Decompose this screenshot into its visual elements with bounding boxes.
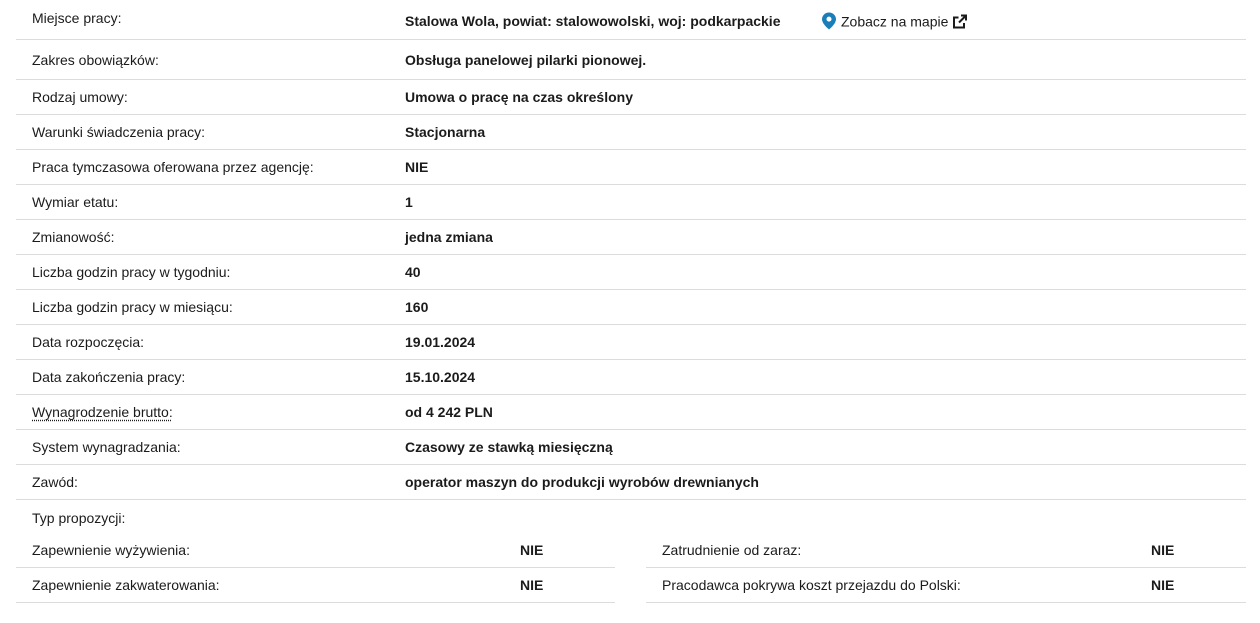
row-end-date bbox=[16, 360, 1246, 395]
proposal-value: NIE bbox=[520, 577, 544, 593]
row-occupation bbox=[16, 465, 1246, 500]
row-working-time bbox=[16, 185, 1246, 220]
proposal-label: Pracodawca pokrywa koszt przejazdu do Polski: bbox=[662, 577, 961, 593]
row-label: Data rozpoczęcia: bbox=[32, 334, 145, 350]
row-salary bbox=[16, 395, 1246, 430]
row-value: 40 bbox=[405, 264, 421, 280]
row-value: Stalowa Wola, powiat: stalowowolski, woj: podkarpackie bbox=[405, 13, 781, 29]
proposal-label: Zatrudnienie od zaraz: bbox=[662, 542, 802, 558]
row-value: 160 bbox=[405, 299, 429, 315]
row-shifts bbox=[16, 220, 1246, 255]
proposal-accommodation bbox=[16, 568, 615, 603]
row-label: Zmianowość: bbox=[32, 229, 115, 245]
job-details-table bbox=[16, 0, 1246, 535]
proposal-value: NIE bbox=[520, 542, 544, 558]
location-pin-icon bbox=[822, 13, 836, 30]
row-monthly-hours bbox=[16, 290, 1246, 325]
row-value: od 4 242 PLN bbox=[405, 404, 493, 420]
row-duties bbox=[16, 40, 1246, 80]
row-temporary-agency bbox=[16, 150, 1246, 185]
map-link[interactable] bbox=[822, 13, 967, 30]
proposal-value: NIE bbox=[1151, 542, 1175, 558]
row-proposal-type bbox=[16, 500, 1246, 535]
proposal-immediate-employment bbox=[646, 533, 1246, 568]
row-location bbox=[16, 0, 1246, 40]
row-weekly-hours bbox=[16, 255, 1246, 290]
row-pay-system bbox=[16, 430, 1246, 465]
row-value: NIE bbox=[405, 159, 429, 175]
row-label: Zakres obowiązków: bbox=[32, 51, 159, 68]
row-value: Obsługa panelowej pilarki pionowej. bbox=[405, 51, 647, 68]
row-label: Zawód: bbox=[32, 474, 78, 490]
proposal-label: Zapewnienie zakwaterowania: bbox=[32, 577, 220, 593]
map-link-label: Zobacz na mapie bbox=[841, 13, 949, 29]
row-label: Wymiar etatu: bbox=[32, 194, 119, 210]
row-value: jedna zmiana bbox=[405, 229, 493, 245]
row-value: Czasowy ze stawką miesięczną bbox=[405, 439, 613, 455]
row-label: Typ propozycji: bbox=[32, 509, 126, 526]
row-label: Praca tymczasowa oferowana przez agencję: bbox=[32, 159, 314, 175]
salary-tooltip-label[interactable]: Wynagrodzenie brutto: bbox=[32, 404, 173, 420]
row-contract-type bbox=[16, 80, 1246, 115]
row-value: 1 bbox=[405, 194, 413, 210]
row-value: Stacjonarna bbox=[405, 124, 486, 140]
row-value: Umowa o pracę na czas określony bbox=[405, 89, 633, 105]
proposal-travel-costs bbox=[646, 568, 1246, 603]
row-label: System wynagradzania: bbox=[32, 439, 181, 455]
row-label: Liczba godzin pracy w tygodniu: bbox=[32, 264, 231, 280]
external-link-icon bbox=[953, 14, 967, 28]
proposal-row-1 bbox=[0, 533, 1260, 568]
row-label: Liczba godzin pracy w miesiącu: bbox=[32, 299, 233, 315]
proposal-row-2 bbox=[0, 568, 1260, 603]
row-value: 19.01.2024 bbox=[405, 334, 476, 350]
row-value: operator maszyn do produkcji wyrobów drewnianych bbox=[405, 474, 759, 490]
proposal-value: NIE bbox=[1151, 577, 1175, 593]
row-work-conditions bbox=[16, 115, 1246, 150]
row-label: Warunki świadczenia pracy: bbox=[32, 124, 205, 140]
row-start-date bbox=[16, 325, 1246, 360]
row-label: Rodzaj umowy: bbox=[32, 89, 128, 105]
row-value: 15.10.2024 bbox=[405, 369, 476, 385]
proposal-label: Zapewnienie wyżywienia: bbox=[32, 542, 190, 558]
row-label: Miejsce pracy: bbox=[32, 10, 122, 26]
row-label: Data zakończenia pracy: bbox=[32, 369, 186, 385]
proposal-meals bbox=[16, 533, 615, 568]
